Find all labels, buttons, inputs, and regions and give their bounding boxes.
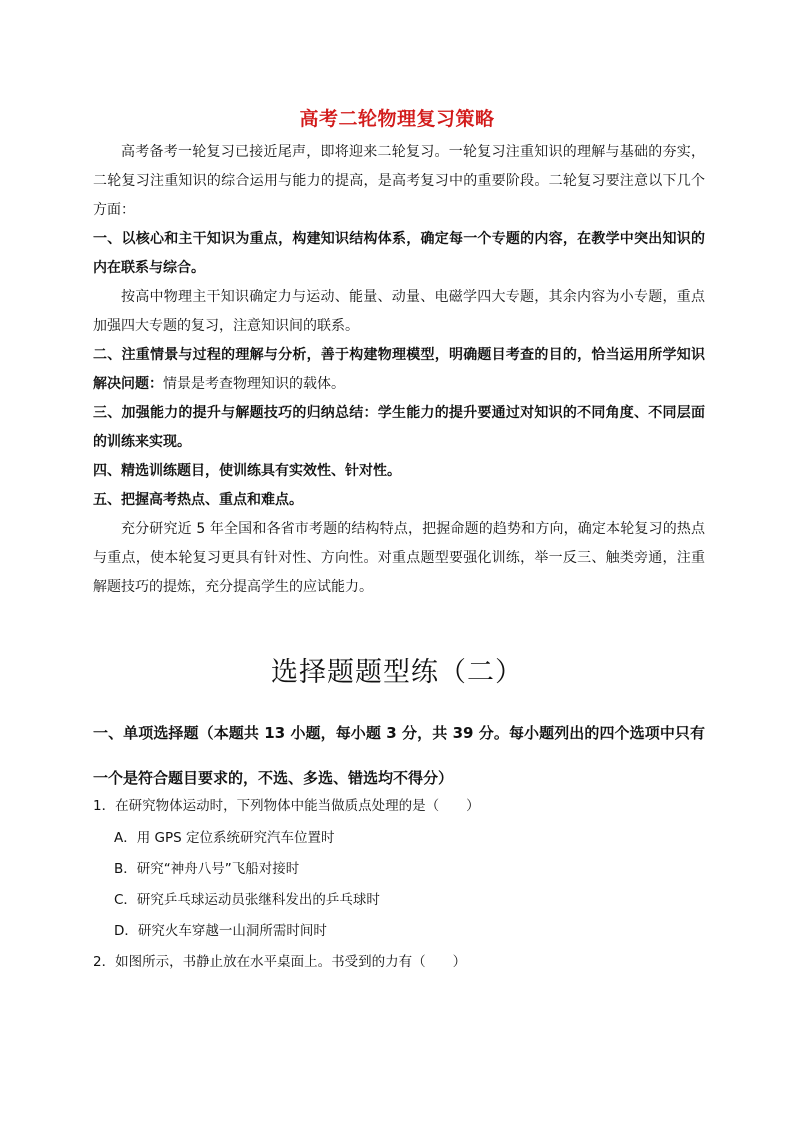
section-heading: 一、单项选择题（本题共 13 小题，每小题 3 分，共 39 分。每小题列出的四个选项中只有一个是符合题目要求的，不选、多选、错选均不得分） xyxy=(93,724,705,787)
point4-heading: 四、精选训练题目，使训练具有实效性、针对性。 xyxy=(93,463,401,479)
strategy-title: 高考二轮物理复习策略 xyxy=(299,108,495,130)
question-1-option-d: D．研究火车穿越一山洞所需时间时 xyxy=(114,923,327,939)
question-1-option-c: C．研究乒乓球运动员张继科发出的乒乓球时 xyxy=(114,892,380,908)
point5-heading: 五、把握高考热点、重点和难点。 xyxy=(93,492,303,508)
point1-body: 按高中物理主干知识确定力与运动、能量、动量、电磁学四大专题，其余内容为小专题，重点加强四大专题的复习，注意知识间的联系。 xyxy=(93,289,705,334)
exercise-title: 选择题题型练（二） xyxy=(271,657,523,688)
point5-body: 充分研究近 5 年全国和各省市考题的结构特点，把握命题的趋势和方向，确定本轮复习的热点与重点，使本轮复习更具有针对性、方向性。对重点题型要强化训练，举一反三、触类旁通，注重解题技巧的提炼，充分提高学生的应试能力。 xyxy=(93,521,705,595)
point1-heading: 一、以核心和主干知识为重点，构建知识结构体系，确定每一个专题的内容，在教学中突出知识的内在联系与综合。 xyxy=(93,231,705,276)
point2-heading: 二、注重情景与过程的理解与分析，善于构建物理模型，明确题目考查的目的，恰当运用所学知识解决问题： xyxy=(93,347,705,392)
point2-paragraph xyxy=(93,341,705,399)
question-1-option-a: A．用 GPS 定位系统研究汽车位置时 xyxy=(114,830,335,846)
point2-tail: 情景是考查物理知识的载体。 xyxy=(163,376,345,392)
question-1-option-b: B．研究“神舟八号”飞船对接时 xyxy=(114,861,300,877)
question-2-stem: 2．如图所示，书静止放在水平桌面上。书受到的力有（ ） xyxy=(93,954,467,970)
question-1-stem: 1．在研究物体运动时，下列物体中能当做质点处理的是（ ） xyxy=(93,798,480,814)
point3-heading: 三、加强能力的提升与解题技巧的归纳总结：学生能力的提升要通过对知识的不同角度、不同层面的训练来实现。 xyxy=(93,405,705,450)
intro-paragraph: 高考备考一轮复习已接近尾声，即将迎来二轮复习。一轮复习注重知识的理解与基础的夯实，二轮复习注重知识的综合运用与能力的提高，是高考复习中的重要阶段。二轮复习要注意以下几个方面： xyxy=(93,144,705,218)
